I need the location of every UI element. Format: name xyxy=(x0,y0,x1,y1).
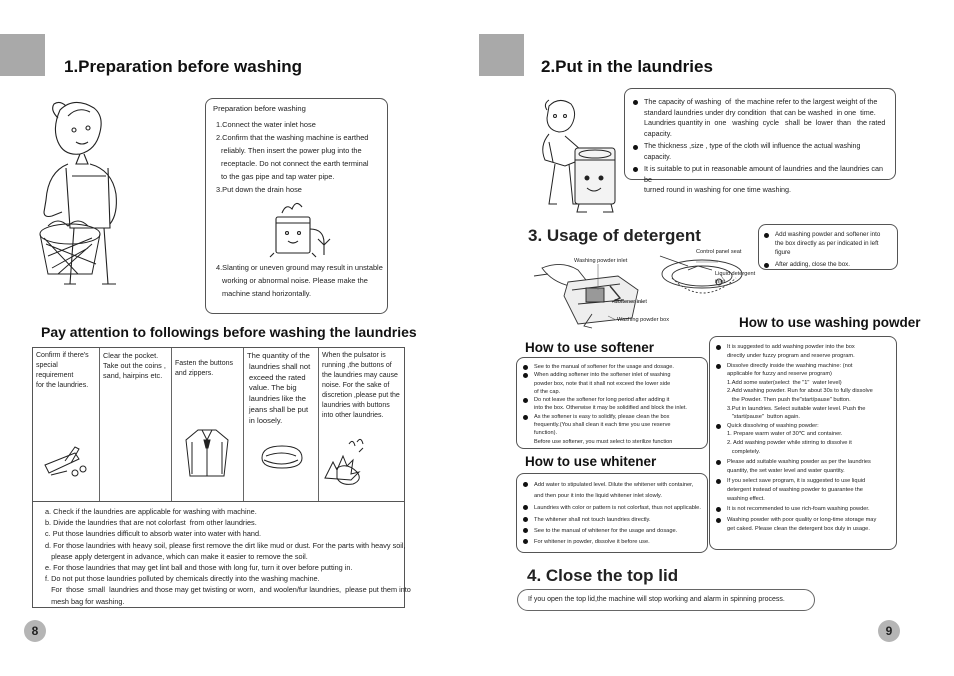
softener-line: function). xyxy=(534,430,558,437)
notes-box xyxy=(32,502,411,608)
prep-line: receptacle. Do not connect the earth terminal xyxy=(221,159,369,168)
powder-box xyxy=(709,336,897,550)
prep-line: 2.Confirm that the washing machine is earthed xyxy=(216,133,369,142)
cell-line: Clear the pocket. xyxy=(103,351,159,360)
softener-line: frequently.(You shall clean it each time you use reserve xyxy=(534,422,671,429)
cell-line: running ,the buttons of xyxy=(322,362,392,369)
put-item xyxy=(633,142,889,163)
whitener-line: and then pour it into the liquid whitener inlet slowly. xyxy=(534,492,662,499)
softener-line: As the softener is easy to solidify, please clean the box xyxy=(534,413,670,420)
softener-item xyxy=(523,413,703,446)
note-line: d. For those laundries with heavy soil, please first remove the dirt like mud or dust. For the parts with heavy soil, xyxy=(45,540,406,550)
put-line: The capacity of washing of the machine refer to the largest weight of the xyxy=(644,97,878,106)
powder-line: Washing powder with poor quality or long-time storage may xyxy=(727,516,877,523)
usage-line: the box directly as per indicated in left figure xyxy=(775,239,879,256)
powder-item xyxy=(716,516,892,535)
cell-line: laundries with buttons xyxy=(322,402,390,409)
bullet-icon xyxy=(523,415,528,420)
powder-line: 1. Prepare warm water of 30℃ and container. xyxy=(727,431,843,438)
cell-line: When the pulsator is xyxy=(322,352,386,359)
powder-item xyxy=(716,362,892,422)
label-softener-inlet: Softener inlet xyxy=(614,299,647,305)
note-line: a. Check if the laundries are applicable for washing with machine. xyxy=(45,507,257,516)
label-washing-powder-box: Washing powder box xyxy=(617,317,670,323)
cell-line: special requirement xyxy=(36,362,74,379)
bullet-icon xyxy=(633,100,638,105)
whitener-item xyxy=(523,526,703,536)
woman-with-basket-illustration xyxy=(28,98,130,294)
bullet-icon xyxy=(633,167,638,172)
cell-line: exceed the rated xyxy=(249,372,306,382)
softener-box xyxy=(516,357,708,449)
attention-cell-buttons xyxy=(172,348,244,501)
section-marker-right xyxy=(479,34,524,76)
cell-line: Confirm if there's xyxy=(36,352,89,359)
bullet-icon xyxy=(716,518,721,523)
bullet-icon xyxy=(523,365,528,370)
softener-line: into the box. Otherwise it may be solidified and block the inlet. xyxy=(534,405,687,412)
whitener-item xyxy=(523,515,703,525)
put-laundries-box xyxy=(624,88,896,194)
put-item xyxy=(633,164,889,196)
attention-cell-special xyxy=(33,348,100,501)
softener-line: Do not leave the softener for long period after adding it xyxy=(534,397,670,404)
powder-line: detergent instead of washing powder to guarantee the xyxy=(727,487,863,494)
whitener-line: For whitener in powder, dissolve it before use. xyxy=(534,539,650,545)
prep-line: 4.Slanting or uneven ground may result in unstable xyxy=(216,263,383,272)
cell-line: for the laundries. xyxy=(36,382,89,389)
bullet-icon xyxy=(764,263,769,268)
close-lid-title: 4. Close the top lid xyxy=(527,566,679,585)
preparation-heading: Preparation before washing xyxy=(213,104,306,113)
preparation-steps-box xyxy=(205,98,388,314)
cell-line: into other laundries. xyxy=(322,412,384,419)
powder-item xyxy=(716,505,892,514)
put-line: It is suitable to put in reasonable amount of laundries and the laundries can be xyxy=(644,164,883,184)
put-line: capacity. xyxy=(644,128,672,138)
section-marker-left xyxy=(0,34,45,76)
bullet-icon xyxy=(764,233,769,238)
powder-line: It is suggested to add washing powder into the box xyxy=(727,344,855,350)
softener-line: See to the manual of softener for the usage and dosage. xyxy=(534,364,674,370)
softener-line: Before use softener, you must select to sterilize function xyxy=(534,438,673,445)
shirt-icon xyxy=(184,426,230,478)
powder-line: "start/pause" button again. xyxy=(727,414,800,421)
whitener-item xyxy=(523,480,703,501)
powder-line: 2. Add washing powder while stirring to dissolve it xyxy=(727,439,852,446)
cell-line: the laundries may cause xyxy=(322,372,398,379)
attention-table xyxy=(32,347,405,502)
cell-line: sand, hairpins etc. xyxy=(103,371,163,380)
bullet-icon xyxy=(523,398,528,403)
powder-line: 1.Add some water(select the "1" water level) xyxy=(727,379,842,386)
powder-line: applicable for fuzzy and reserve program) xyxy=(727,371,832,378)
note-line: c. Put those laundries difficult to absorb water into water with hand. xyxy=(45,529,262,539)
cell-line: Take out the coins , xyxy=(103,361,166,370)
label-liquid-detergent-inlet: inlet xyxy=(715,279,726,285)
softener-item xyxy=(523,363,703,371)
label-control-panel-seat: Control panel seat xyxy=(696,249,742,255)
cell-line: laundries like the xyxy=(249,394,306,404)
powder-line: Please add suitable washing powder as per the laundries xyxy=(727,459,871,466)
usage-item xyxy=(764,231,893,258)
bullet-icon xyxy=(716,424,721,429)
prep-line: machine stand horizontally. xyxy=(222,289,312,298)
bullet-icon xyxy=(523,539,528,544)
prep-line: 1.Connect the water inlet hose xyxy=(216,120,316,129)
powder-line: Dissolve directly inside the washing machine: (not xyxy=(727,362,853,369)
bullet-icon xyxy=(523,517,528,522)
powder-line: Quick dissolving of washing powder: xyxy=(727,422,819,429)
put-line: turned round in washing for one time washing. xyxy=(644,185,792,194)
powder-item xyxy=(716,458,892,477)
powder-line: the Powder. Then push the"start/pause" button. xyxy=(727,396,851,403)
page-title-preparation: 1.Preparation before washing xyxy=(64,57,303,76)
close-lid-text: If you open the top lid,the machine will stop working and alarm in spinning process. xyxy=(528,596,785,603)
whitener-box xyxy=(516,473,708,553)
bullet-icon xyxy=(633,145,638,150)
usage-detergent-box xyxy=(758,224,898,270)
bullet-icon xyxy=(716,345,721,350)
softener-title: How to use softener xyxy=(525,340,655,355)
bullet-icon xyxy=(523,482,528,487)
label-washing-powder-inlet: Washing powder inlet xyxy=(574,258,628,264)
attention-title: Pay attention to followings before washing the laundries xyxy=(41,324,417,340)
prep-line: working or abnormal noise. Please make the xyxy=(222,276,368,285)
softener-item xyxy=(523,396,703,413)
cell-line: value. The big xyxy=(249,383,297,393)
usage-detergent-title: 3. Usage of detergent xyxy=(528,226,701,245)
powder-line: It is not recommended to use rich-foam washing powder. xyxy=(727,505,870,512)
note-line: e. For those laundries that may get lint ball and those with long fur, turn it over before putting in. xyxy=(45,563,353,573)
powder-item xyxy=(716,477,892,505)
powder-line: get caked. Please clean the detergent box duly in usage. xyxy=(727,526,870,533)
powder-line: washing effect. xyxy=(727,496,765,503)
powder-line: 3.Put in laundries. Select suitable water level. Push the xyxy=(727,405,866,412)
softener-line: of the cap. xyxy=(534,388,561,395)
bullet-icon xyxy=(523,373,528,378)
magnifier-laundry-icon xyxy=(41,443,91,483)
powder-line: completely. xyxy=(727,448,761,455)
powder-item xyxy=(716,422,892,456)
cell-line: laundries shall not xyxy=(249,361,311,371)
cell-line: The quantity of the xyxy=(247,351,310,360)
softener-line: When adding softener into the softener inlet of washing xyxy=(534,372,671,379)
softener-line: powder box, note that it shall not exceed the lower side xyxy=(534,380,671,387)
prep-line: to the gas pipe and tap water pipe. xyxy=(221,172,335,181)
page-number-right: 9 xyxy=(878,620,900,642)
cell-line: and zippers. xyxy=(175,370,214,377)
note-line: f. Do not put those laundries polluted by chemicals directly into the washing machine. xyxy=(45,574,320,584)
softener-item xyxy=(523,371,703,396)
note-line: mesh bag for washing. xyxy=(45,596,125,606)
bullet-icon xyxy=(716,507,721,512)
page-number-left: 8 xyxy=(24,620,46,642)
bullet-icon xyxy=(523,505,528,510)
cell-line: jeans shall be put xyxy=(249,404,309,414)
cell-line: discretion ,please put the xyxy=(322,392,400,399)
powder-item xyxy=(716,343,892,362)
prep-line: reliably. Then insert the power plug into the xyxy=(221,146,362,155)
bullet-icon xyxy=(523,528,528,533)
note-line: please apply detergent in advance, which can make it easier to remove the soil. xyxy=(45,551,308,561)
preparation-lines xyxy=(216,118,369,196)
attention-cell-pulsator xyxy=(319,348,404,501)
put-item xyxy=(633,97,889,139)
folded-laundry-icon xyxy=(258,442,304,472)
page-title-put-laundries: 2.Put in the laundries xyxy=(541,57,713,76)
note-line: b. Divide the laundries that are not colorfast from other laundries. xyxy=(45,518,257,528)
whitener-line: Laundries with color or pattern is not colorfast, thus not applicable. xyxy=(534,505,701,511)
put-line: Laundries quantity in one washing cycle shall be lower than the rated xyxy=(644,118,886,127)
powder-line: directly under fuzzy program and reserve program. xyxy=(727,353,855,360)
whitener-title: How to use whitener xyxy=(525,454,657,469)
powder-title: How to use washing powder xyxy=(739,315,921,330)
powder-line: quantity, the set water level and water quantity. xyxy=(727,468,845,475)
bullet-icon xyxy=(716,460,721,465)
label-liquid-detergent: Liquid detergent xyxy=(715,271,756,277)
put-line: standard laundries under dry condition that can be washed in one time. xyxy=(644,107,876,117)
bullet-icon xyxy=(716,479,721,484)
whitener-line: The whitener shall not touch laundries directly. xyxy=(534,517,651,523)
whitener-item xyxy=(523,503,703,513)
cell-line: in loosely. xyxy=(249,415,283,425)
woman-loading-washer-illustration xyxy=(535,98,621,220)
prep-line: 3.Put down the drain hose xyxy=(216,185,302,194)
cell-line: Fasten the buttons xyxy=(175,360,233,367)
note-line: For those small laundries and those may get twisting or worn, and woolen/fur laundries, please put them into xyxy=(45,585,411,595)
powder-line: 2.Add washing powder. Run for about 30s to fully dissolve xyxy=(727,388,873,395)
attention-cell-pocket xyxy=(100,348,172,501)
usage-line: After adding, close the box. xyxy=(775,260,850,268)
close-lid-box xyxy=(517,589,815,611)
usage-line: Add washing powder and softener into xyxy=(775,231,881,238)
bullet-icon xyxy=(716,364,721,369)
powder-line: If you select save program, it is suggested to use liquid xyxy=(727,477,866,484)
put-line: The thickness ,size , type of the cloth will influence the actual washing capacity. xyxy=(644,143,861,161)
attention-cell-quantity xyxy=(244,348,319,501)
usage-item xyxy=(764,261,893,270)
cell-line: noise. For the sake of xyxy=(322,382,390,389)
whitener-item xyxy=(523,537,703,547)
drain-hose-illustration xyxy=(268,199,332,259)
whitener-line: Add water to stipulated level. Dilute the whitener with container, xyxy=(534,482,694,488)
whitener-line: See to the manual of whitener for the usage and dosage. xyxy=(534,528,678,534)
noise-warning-icon xyxy=(323,438,373,486)
